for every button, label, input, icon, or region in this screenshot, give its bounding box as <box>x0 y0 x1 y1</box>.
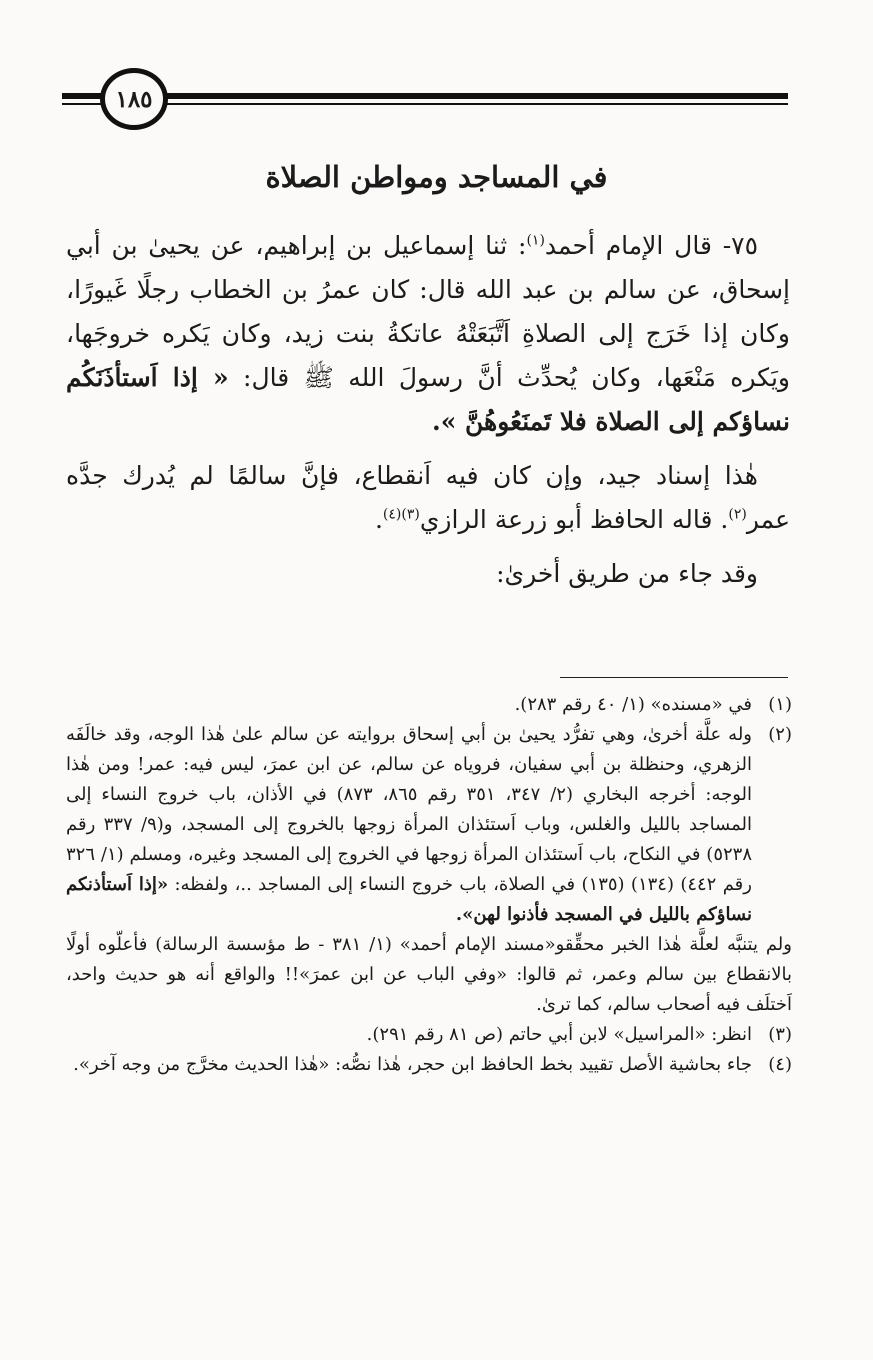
footnote-1 <box>66 690 792 720</box>
footnote-marker: (٤) <box>768 1054 792 1075</box>
footnote-text: ولم يتنبَّه لعلَّة هٰذا الخبر محقِّقو«مسند الإمام أحمد» (١/ ٣٨١ - ط مؤسسة الرسالة) فأعلّوه أولًا بالانقطاع بين سالم وعمر، ثم قالوا: «وفي الباب عن ابن عمرَ»!! والواقع أنه هو حديث واحد، اَختلَف فيه أصحاب سالم، كما ترىٰ. <box>66 934 792 1015</box>
grading-text: هٰذا إسناد جيد، وإن كان فيه اَنقطاع، فإنَّ سالمًا لم يُدرك جدَّه عمر <box>66 461 790 534</box>
header-rule-thin <box>62 103 788 105</box>
footnote-text: وله علَّة أخرىٰ، وهي تفرُّد يحيىٰ بن أبي إسحاق بروايته عن سالم علىٰ هٰذا الوجه، وقد خالَفَه الزهري، وحنظلة بن أبي سفيان، فروياه عن سالم، عن ابن عمرَ، ليس فيه: عمر! ومن هٰذا الوجه: أخرجه البخاري (٢/ ٣٤٧، ٣٥١ رقم ٨٦٥، ٨٧٣) في الأذان، باب خروج النساء إلى المساجد بالليل والغلس، وباب اَستئذان المرأة زوجها بالخروج إلى المسجد، و(٩/ ٣٣٧ رقم ٥٢٣٨) في النكاح، باب اَستئذان المرأة زوجها في الخروج إلى المسجد وغيره، ومسلم (١/ ٣٢٦ رقم ٤٤٢) (١٣٤) (١٣٥) في الصلاة، باب خروج النساء إلى المساجد ..، ولفظه: <box>66 724 753 895</box>
footnote-4 <box>66 1050 792 1080</box>
page-number-badge <box>100 68 168 130</box>
footnote-text: في «مسنده» (١/ ٤٠ رقم ٢٨٣). <box>514 694 752 715</box>
paragraph-grading <box>66 454 790 542</box>
footnote-2 <box>66 720 792 930</box>
footnote-text: انظر: «المراسيل» لابن أبي حاتم (ص ٨١ رقم ٢٩١). <box>366 1024 752 1045</box>
footnote-2-continued <box>66 930 792 1020</box>
header-rule-thick <box>62 93 788 99</box>
footnote-divider <box>560 677 788 678</box>
main-text <box>66 224 790 606</box>
hadith-chain: : ثنا إسماعيل بن إبراهيم، عن يحيىٰ بن أبي إسحاق، عن سالم بن عبد الله قال: كان عمرُ بن الخطاب رجلًا غَيورًا، وكان إذا خَرَج إلى الصلاةِ اَتَّبَعَتْهُ عاتكةُ بنت زيد، وكان يَكره خروجَها، ويَكره مَنْعَها، وكان يُحدِّث أنَّ رسولَ الله ﷺ قال: <box>66 231 790 392</box>
section-title: في المساجد ومواطن الصلاة <box>265 160 608 194</box>
footnote-marker: (١) <box>768 694 792 715</box>
grading-end: . <box>374 505 383 534</box>
hadith-quote: « إذا اَستأذَنَكُم نساؤكم إلى الصلاة فلا تَمنَعُوهُنَّ ». <box>66 363 790 436</box>
page-header <box>0 0 873 140</box>
grading-source: . قاله الحافظ أبو زرعة الرازي <box>419 505 729 534</box>
footnote-marker: (٣) <box>768 1024 792 1045</box>
paragraph-hadith <box>66 224 790 444</box>
footnote-ref-2: (٢) <box>728 506 747 523</box>
footnote-marker: (٢) <box>768 724 792 745</box>
footnote-ref-1: (١) <box>526 232 545 249</box>
footnote-text: جاء بحاشية الأصل تقييد بخط الحافظ ابن حجر، هٰذا نصُّه: «هٰذا الحديث مخرَّج من وجه آخر». <box>73 1054 752 1075</box>
page-number: ١٨٥ <box>115 85 153 113</box>
paragraph-transition: وقد جاء من طريق أخرىٰ: <box>496 559 758 588</box>
footnote-quote: «إذا اَستأذنكم نساؤكم بالليل في المسجد فأذنوا لهن». <box>66 874 752 925</box>
hadith-intro: ٧٥- قال الإمام أحمد <box>544 231 758 260</box>
footnotes <box>66 690 792 1080</box>
footnote-3 <box>66 1020 792 1050</box>
footnote-ref-3-4: (٣)(٤) <box>382 506 420 523</box>
footnote-body <box>66 720 752 930</box>
